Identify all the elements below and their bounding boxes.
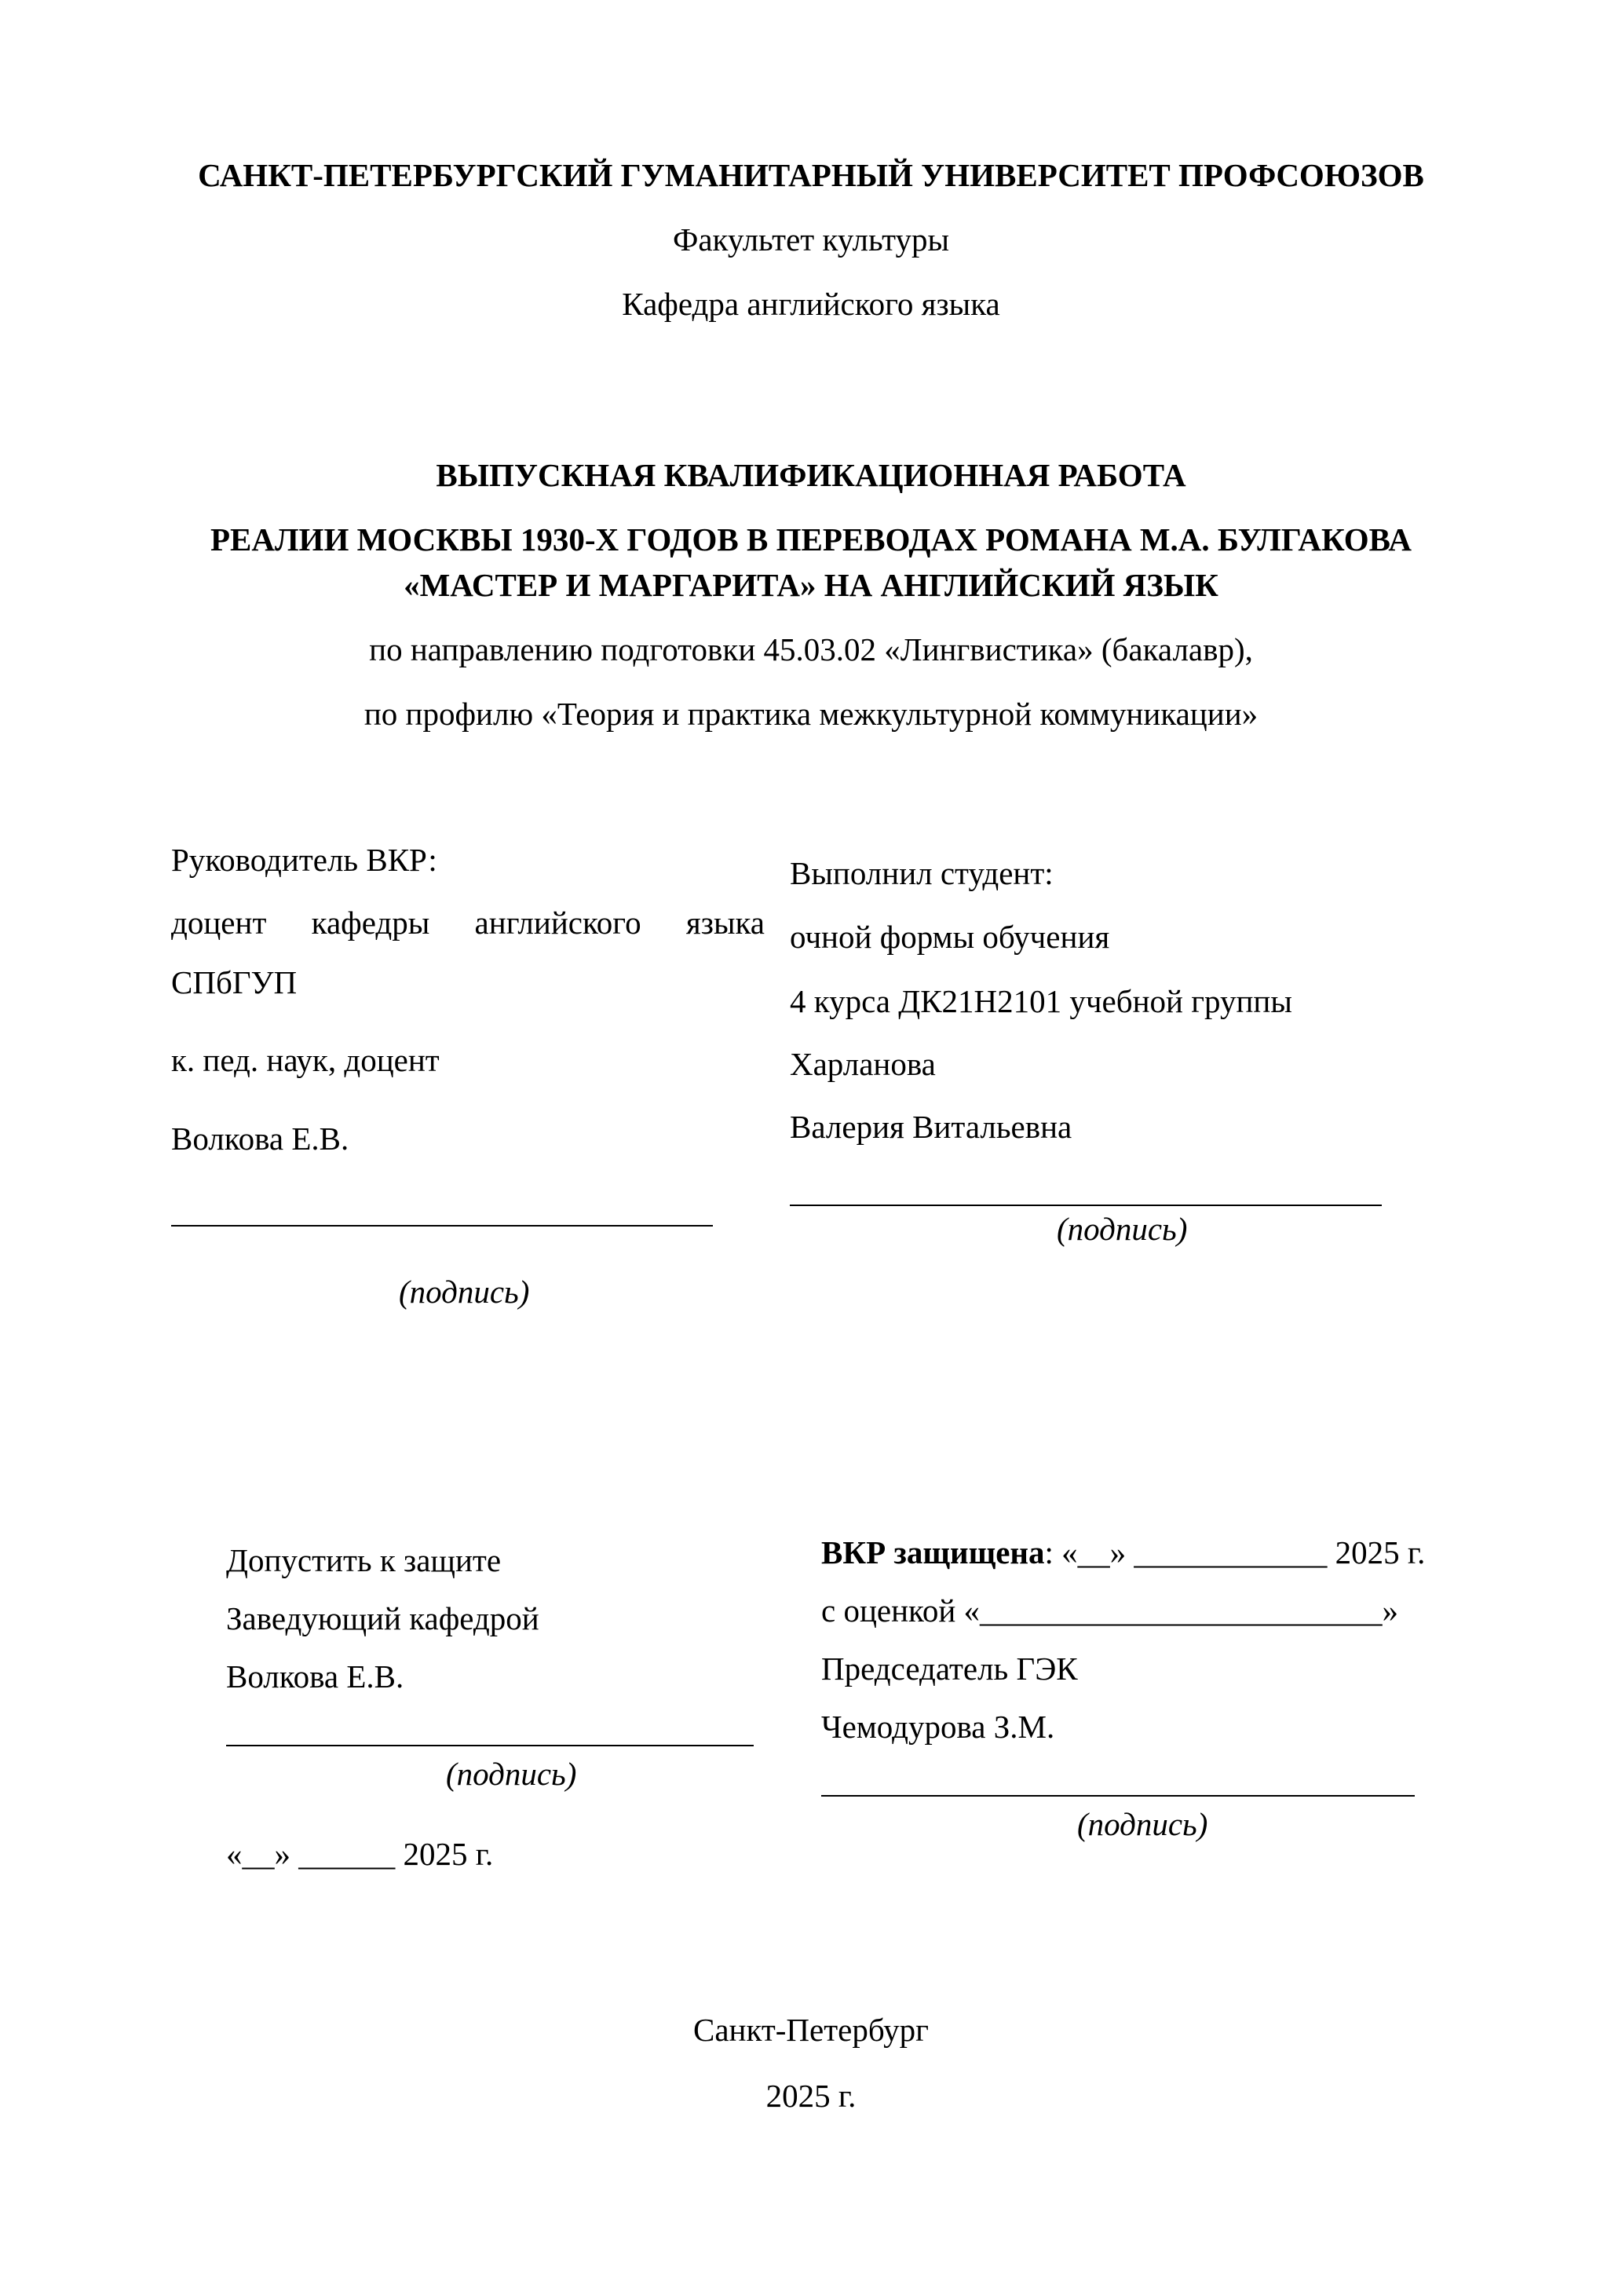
gek-chair-role: Председатель ГЭК — [821, 1651, 1078, 1687]
profile-line: по профилю «Теория и практика межкультурной коммуникации» — [363, 696, 1259, 732]
gek-signature-caption: (подпись) — [1077, 1806, 1208, 1842]
student-given-names: Валерия Витальевна — [790, 1109, 1072, 1145]
student-signature-caption: (подпись) — [1057, 1211, 1188, 1247]
admission-date: «__» ______ 2025 г. — [226, 1836, 494, 1872]
defense-status-label: ВКР защищена — [821, 1534, 1045, 1570]
student-signature-line — [790, 1205, 1382, 1206]
department-name: Кафедра английского языка — [622, 286, 1000, 322]
student-group: 4 курса ДК21Н2101 учебной группы — [790, 983, 1292, 1019]
admission-label: Допустить к защите — [226, 1542, 502, 1578]
student-study-form: очной формы обучения — [790, 919, 1110, 955]
supervisor-degree: к. пед. наук, доцент — [171, 1042, 440, 1078]
faculty-name: Факультет культуры — [672, 221, 950, 258]
direction-line: по направлению подготовки 45.03.02 «Лингвистика» (бакалавр), — [369, 631, 1253, 667]
supervisor-position-line-1: доцент кафедры английского языка — [171, 905, 765, 941]
department-head-role: Заведующий кафедрой — [226, 1600, 539, 1636]
defense-date: : «__» ____________ 2025 г. — [1044, 1534, 1426, 1570]
supervisor-name: Волкова Е.В. — [171, 1121, 349, 1157]
admission-signature-caption: (подпись) — [446, 1756, 577, 1792]
supervisor-label: Руководитель ВКР: — [171, 842, 437, 878]
student-surname: Харланова — [790, 1046, 936, 1082]
topic-line-2: «МАСТЕР И МАРГАРИТА» НА АНГЛИЙСКИЙ ЯЗЫК — [404, 567, 1218, 603]
topic-line-1: РЕАЛИИ МОСКВЫ 1930-Х ГОДОВ В ПЕРЕВОДАХ РОМАНА М.А. БУЛГАКОВА — [210, 521, 1412, 558]
department-head-name: Волкова Е.В. — [226, 1658, 404, 1695]
supervisor-signature-line — [171, 1225, 713, 1227]
work-type-heading: ВЫПУСКНАЯ КВАЛИФИКАЦИОННАЯ РАБОТА — [436, 457, 1186, 493]
defense-grade: с оценкой «_________________________» — [821, 1592, 1399, 1629]
student-label: Выполнил студент: — [790, 855, 1054, 891]
gek-chair-name: Чемодурова З.М. — [821, 1709, 1055, 1745]
supervisor-position-line-2: СПбГУП — [171, 964, 298, 1000]
defense-status — [821, 1533, 1425, 1572]
admission-signature-line — [226, 1745, 754, 1746]
university-name: САНКТ-ПЕТЕРБУРГСКИЙ ГУМАНИТАРНЫЙ УНИВЕРСИТЕТ ПРОФСОЮЗОВ — [198, 157, 1424, 193]
supervisor-signature-caption: (подпись) — [399, 1274, 530, 1310]
gek-signature-line — [821, 1795, 1415, 1797]
footer-year: 2025 г. — [765, 2078, 857, 2114]
footer-city: Санкт-Петербург — [693, 2012, 929, 2048]
